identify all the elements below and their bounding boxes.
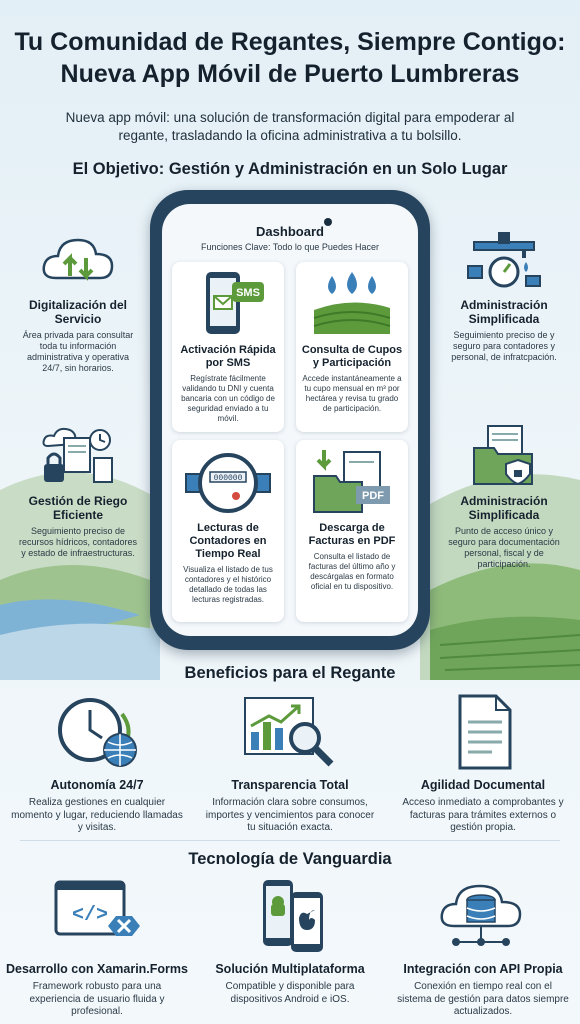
chart-magnifier-icon	[235, 692, 345, 772]
objective-title: El Objetivo: Gestión y Administración en un Solo Lugar	[72, 160, 508, 178]
tech-multiplataforma	[197, 876, 383, 1006]
card-lecturas-contadores[interactable]	[172, 440, 284, 622]
feature-title: Digitalización del Servicio	[28, 298, 127, 326]
card-text: Consulta el listado de facturas del último año y descárgalas en formato oficial en tu dispositivo.	[308, 552, 396, 591]
document-icon	[428, 692, 538, 772]
phone-notch	[250, 194, 306, 204]
sms-phone-icon	[184, 268, 272, 338]
card-descarga-facturas[interactable]	[296, 440, 408, 622]
feature-administracion-1	[442, 228, 566, 363]
section-divider	[20, 840, 560, 841]
documents-lock-icon	[38, 424, 118, 488]
tech-title: Desarrollo con Xamarin.Forms	[5, 962, 188, 976]
tech-title: Solución Multiplataforma	[215, 962, 365, 976]
technology-title: Tecnología de Vanguardia	[188, 850, 392, 868]
benefit-agilidad	[390, 692, 576, 835]
feature-text: Seguimiento preciso de y seguro para contadores y personal, de infratcpación.	[451, 330, 557, 362]
water-tap-meter-icon	[464, 228, 544, 292]
tech-api	[390, 876, 576, 1019]
card-consulta-cupos[interactable]	[296, 262, 408, 432]
benefit-title: Autonomía 24/7	[50, 778, 144, 792]
card-text: Accede instantáneamente a tu cupo mensual en m³ por hectárea y revisa tu grado de participación.	[302, 374, 402, 413]
benefit-title: Agilidad Documental	[420, 778, 546, 792]
feature-text: Punto de acceso único y seguro para documentación personal, fiscal y de participación.	[448, 526, 560, 569]
benefit-title: Transparencia Total	[231, 778, 349, 792]
card-text: Regístrate fácilmente validando tu DNI y cuenta bancaria con un código de seguridad enviado a tu móvil.	[181, 374, 275, 423]
benefit-text: Acceso inmediato a comprobantes y facturas para trámites externos o gestión propia.	[402, 797, 564, 833]
benefit-autonomia	[4, 692, 190, 835]
feature-text: Seguimiento preciso de recursos hídricos, contadores y estado de infraestructuras.	[18, 526, 138, 558]
secure-folder-icon	[464, 424, 544, 488]
feature-gestion-riego	[16, 424, 140, 559]
card-text: Visualiza el listado de tus contadores y el histórico detallado de todas las lecturas registradas.	[183, 565, 273, 604]
tech-text: Compatible y disponible para dispositivos Android e iOS.	[225, 981, 355, 1005]
multiplatform-phones-icon	[235, 876, 345, 956]
dashboard-title: Dashboard	[256, 224, 324, 239]
phone-screen	[162, 204, 418, 636]
card-activacion-sms[interactable]	[172, 262, 284, 432]
tech-xamarin	[4, 876, 190, 1019]
feature-title: Gestión de Riego Eficiente	[28, 494, 128, 522]
meter-value: 000000	[213, 474, 243, 483]
feature-title: Administración Simplificada	[460, 298, 548, 326]
feature-administracion-2	[442, 424, 566, 570]
tech-title: Integración con API Propia	[403, 962, 563, 976]
water-meter-icon	[184, 446, 272, 516]
card-title: Descarga de Facturas en PDF	[308, 522, 396, 547]
benefits-title: Beneficios para el Regante	[184, 664, 396, 682]
feature-title: Administración Simplificada	[460, 494, 548, 522]
card-title: Lecturas de Contadores en Tiempo Real	[189, 522, 267, 560]
cloud-database-icon	[428, 876, 538, 956]
cloud-sync-icon	[38, 228, 118, 292]
card-title: Activación Rápida por SMS	[180, 344, 276, 369]
feature-digitalizacion	[16, 228, 140, 374]
sms-label: SMS	[236, 287, 260, 299]
feature-text: Área privada para consultar toda tu información administrativa y operativa 24/7, sin horarios.	[22, 330, 134, 373]
benefit-text: Realiza gestiones en cualquier momento y lugar, reduciendo llamadas y visitas.	[11, 797, 183, 833]
page-title	[0, 26, 580, 90]
phone-mockup	[150, 190, 430, 650]
benefit-text: Información clara sobre consumos, importes y vencimientos para conocer tu situación exacta.	[205, 797, 375, 833]
page-subtitle: Nueva app móvil: una solución de transformación digital para empoderar al regante, trasladando la oficina administrativa a tu bolsillo.	[65, 110, 515, 143]
title-line-2: Nueva App Móvil de Puerto Lumbreras	[60, 60, 520, 88]
water-drops-field-icon	[308, 268, 396, 338]
card-title: Consulta de Cupos y Participación	[301, 344, 403, 369]
dashboard-subtitle: Funciones Clave: Todo lo que Puedes Hacer	[201, 242, 379, 252]
clock-globe-icon	[42, 692, 152, 772]
benefit-transparencia	[197, 692, 383, 835]
tech-text: Conexión en tiempo real con el sistema de gestión para datos siempre actualizados.	[397, 981, 569, 1017]
code-label: </>	[71, 904, 109, 927]
pdf-label: PDF	[362, 490, 384, 502]
tech-text: Framework robusto para una experiencia de usuario fluida y profesional.	[29, 981, 165, 1017]
pdf-download-icon	[308, 446, 396, 516]
xamarin-code-icon	[42, 876, 152, 956]
title-line-1: Tu Comunidad de Regantes, Siempre Contigo:	[14, 28, 566, 56]
